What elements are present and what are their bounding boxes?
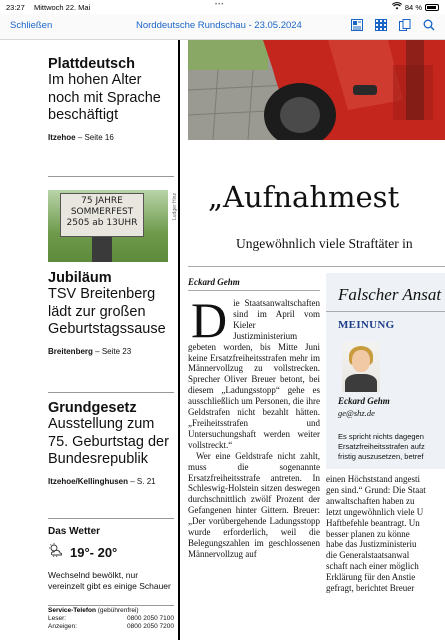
- service-row-number[interactable]: 0800 2050 7200: [127, 623, 174, 630]
- opinion-author: Eckard Gehm: [338, 396, 390, 406]
- service-label: Service-Telefon: [48, 607, 96, 614]
- opinion-text: [338, 432, 445, 462]
- pages-icon[interactable]: [399, 19, 411, 31]
- divider: [188, 266, 445, 267]
- divider: [326, 311, 445, 312]
- weather-temperature: 19°- 20°: [70, 545, 118, 560]
- teaser-page: – Seite 23: [95, 346, 132, 356]
- divider: [48, 392, 174, 393]
- teaser-place: Itzehoe: [48, 132, 76, 142]
- opinion-text-line: fristig auszusetzen, betref: [338, 452, 424, 461]
- search-icon[interactable]: [423, 19, 435, 31]
- teaser-reference: [48, 347, 176, 356]
- article-line: schaft nach einer möglich: [326, 561, 419, 572]
- teaser-headline: TSV Breitenberg lädt zur großen Geburtstagssause: [48, 286, 166, 337]
- toolbar: [0, 14, 445, 40]
- teaser-page: – S. 21: [130, 476, 156, 486]
- article-line: habe das Justizministeriu: [326, 539, 417, 550]
- teaser-jubilaeum[interactable]: [48, 270, 176, 356]
- teaser-reference: [48, 477, 176, 486]
- dropcap: D: [191, 292, 228, 348]
- teaser-headline: Im hohen Alter noch mit Sprache beschäftigt: [48, 72, 161, 123]
- author-portrait: [342, 342, 380, 392]
- sign-line: SOMMERFEST: [70, 207, 134, 217]
- article-line: Haftbefehle beantragt. Un: [326, 517, 420, 528]
- sign-line: 2505 ab 13UHR: [66, 218, 138, 228]
- issue-title: Norddeutsche Rundschau - 23.05.2024: [136, 20, 302, 31]
- opinion-headline: Falscher Ansat: [338, 285, 442, 304]
- layout-icon[interactable]: [351, 19, 363, 31]
- teaser-headline: Ausstellung zum 75. Geburtstag der Bundesrepublik: [48, 416, 169, 467]
- article-line: einen Höchststand angesti: [326, 474, 420, 484]
- toolbar-icons: [351, 19, 435, 31]
- article-subheadline: Ungewöhnlich viele Straftäter in: [236, 236, 413, 251]
- photo-credit: Ludger Hinz: [172, 193, 178, 220]
- article-photo[interactable]: [188, 40, 445, 140]
- weather-title: Das Wetter: [48, 526, 101, 537]
- article-line: gen sind.“ Grund: Die Staat: [326, 484, 426, 495]
- opinion-label: MEINUNG: [338, 319, 395, 331]
- teaser-kicker: Jubiläum: [48, 270, 112, 286]
- article-line: gefragt, berichtet Breuer: [326, 583, 415, 594]
- article-line: letzt ungewöhnlich viele U: [326, 506, 424, 517]
- article-line: besser planen zu könne: [326, 528, 410, 539]
- cloud-sun-icon: [48, 543, 64, 562]
- status-bar: [0, 0, 445, 14]
- grid-icon[interactable]: [375, 19, 387, 31]
- teaser-place: Breitenberg: [48, 346, 93, 356]
- sommerfest-photo[interactable]: [48, 190, 168, 262]
- article-author: Eckard Gehm: [188, 277, 240, 287]
- article-line: anwaltschaften haben zu: [326, 495, 415, 506]
- service-row-number[interactable]: 0800 2050 7100: [127, 615, 174, 622]
- wifi-icon: [392, 2, 402, 12]
- teaser-grundgesetz[interactable]: [48, 400, 176, 486]
- weather-text: Wechselnd bewölkt, nur vereinzelt gibt es einige Schauer: [48, 570, 171, 591]
- service-row: [48, 623, 174, 631]
- battery-icon: [425, 4, 439, 11]
- article-headline[interactable]: „Aufnahmest: [208, 180, 400, 214]
- teaser-place: Itzehoe/Kellinghusen: [48, 476, 129, 486]
- status-date: Mittwoch 22. Mai: [34, 3, 91, 12]
- car-photo: [188, 40, 445, 140]
- article-paragraph: ie Staatsanwaltschaften sind im April vom Kieler Justizministerium gebeten worden, bis Mitte Juni keine Ersatzfreiheitsstrafen mehr im Männervollzug zu vollstrecken. Sprecher Oliver Breuer betont, bei diesem „Ladungsstopp“ gehe es ausschließlich um Personen, die ihre Geldstrafen nicht bezahlt hätten. „Freiheitsstrafen und Untersuchungshaft werden weiter vollstreckt.“: [188, 298, 320, 450]
- divider: [48, 518, 174, 519]
- multitasking-dots[interactable]: •••: [215, 2, 225, 8]
- service-row-name: Leser:: [48, 615, 67, 622]
- teaser-kicker: Grundgesetz: [48, 400, 137, 416]
- article-column-2[interactable]: [326, 474, 445, 594]
- divider: [48, 176, 174, 177]
- service-note: (gebührenfrei): [97, 607, 139, 614]
- article-paragraph: Wer eine Geldstrafe nicht zahlt, muss die sogenannte Ersatzfreiheitsstrafe antreten. In Schleswig-Holstein sitzen deswegen durchschnittlich zwölf Prozent der Gefangenen hinter Gittern. Breuer: „Der vorübergehende Ladungsstopp wurde erforderlich, weil die Belegungszahlen im geschlossenen Männervollzug auf: [188, 450, 320, 559]
- opinion-text-line: Es spricht nichts dagegen: [338, 432, 424, 441]
- article-line: Erklärung für den Anstie: [326, 572, 416, 583]
- status-right: [392, 2, 439, 12]
- service-row: [48, 615, 174, 623]
- weather-row: [48, 543, 174, 562]
- sign-post: [92, 237, 112, 262]
- service-row-name: Anzeigen:: [48, 623, 77, 630]
- teaser-page: – Seite 16: [77, 132, 114, 142]
- sign-line: 75 JAHRE: [81, 196, 123, 206]
- weather-box: [48, 526, 174, 592]
- article-line: die Generalstaatsanwal: [326, 550, 410, 561]
- divider: [48, 605, 174, 606]
- teaser-plattdeutsch[interactable]: [48, 56, 176, 142]
- opinion-email[interactable]: ge@shz.de: [338, 408, 375, 418]
- opinion-text-line: Ersatzfreiheitsstrafen aufz: [338, 442, 425, 451]
- service-phone: [48, 607, 174, 631]
- divider: [188, 290, 320, 291]
- battery-percent: 84 %: [404, 2, 422, 12]
- teaser-kicker: Plattdeutsch: [48, 56, 136, 72]
- column-divider: [178, 40, 180, 640]
- teaser-column: [48, 44, 178, 640]
- article-body[interactable]: [188, 292, 320, 560]
- close-button[interactable]: Schließen: [10, 20, 53, 31]
- sommerfest-sign: [60, 193, 144, 237]
- teaser-reference: [48, 133, 176, 142]
- status-time: 23:27: [6, 3, 25, 12]
